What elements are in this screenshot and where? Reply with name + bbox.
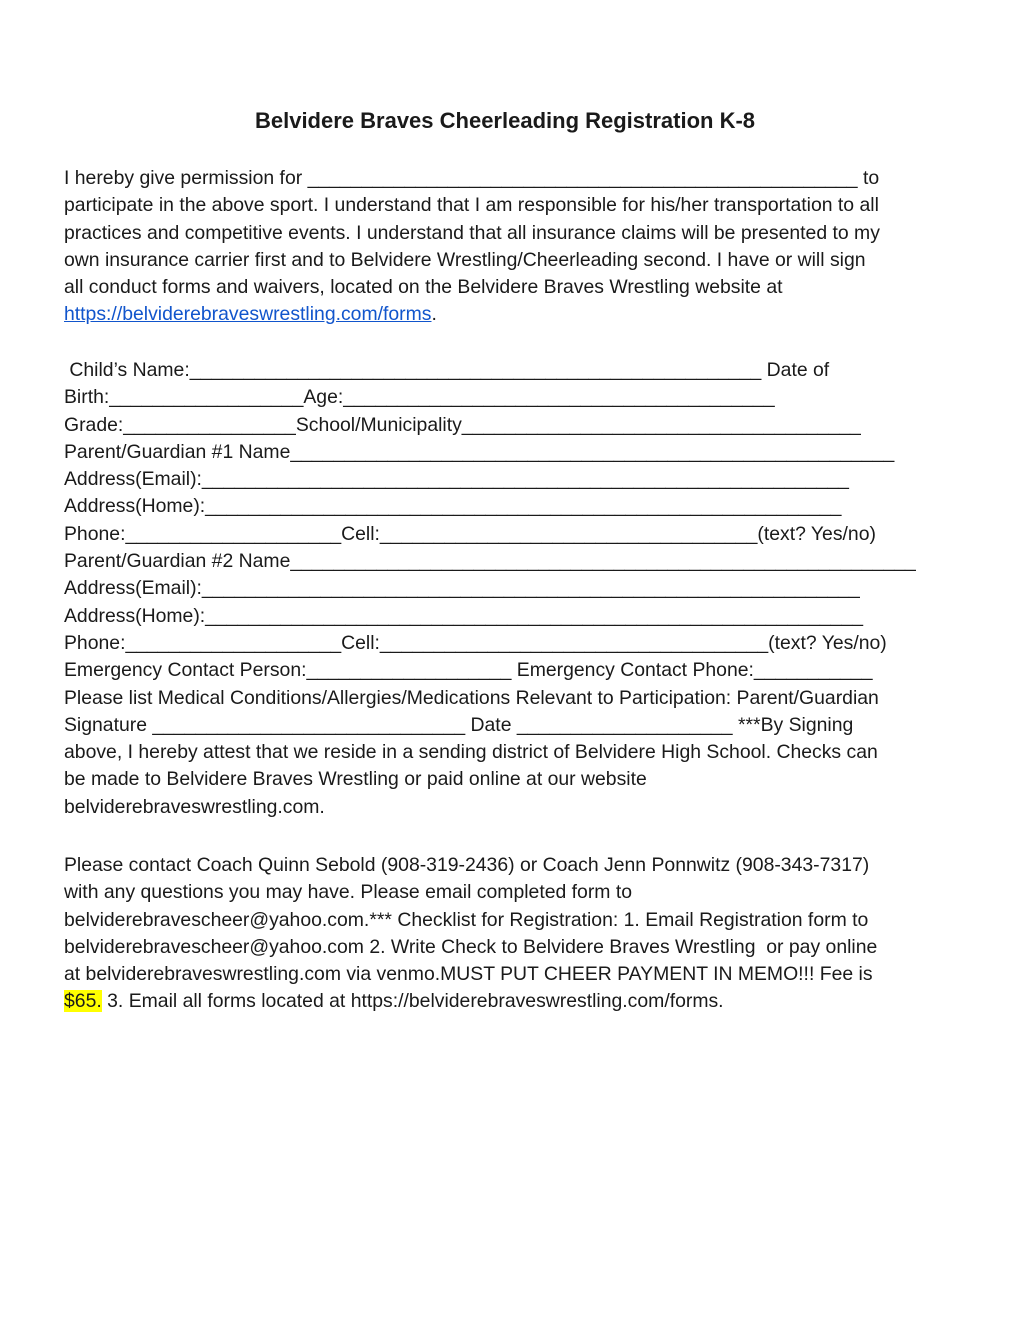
intro-line: all conduct forms and waivers, located on the Belvidere Braves Wrestling website at: [64, 276, 783, 299]
form-line: belviderebraveswrestling.com.: [64, 795, 325, 818]
contact-paragraph: [64, 852, 964, 1016]
intro-line: own insurance carrier first and to Belvidere Wrestling/Cheerleading second. I have or will sign: [64, 248, 866, 271]
document-title: Belvidere Braves Cheerleading Registration K-8: [254, 108, 756, 133]
form-line: Emergency Contact Person:___________________ Emergency Contact Phone:___________: [64, 659, 873, 682]
contact-line: Please contact Coach Quinn Sebold (908-319-2436) or Coach Jenn Ponnwitz (908-343-7317): [64, 854, 870, 876]
intro-paragraph: [64, 165, 964, 329]
contact-line: at belviderebraveswrestling.com via venmo.MUST PUT CHEER PAYMENT IN MEMO!!! Fee is: [64, 963, 873, 986]
intro-line: participate in the above sport. I understand that I am responsible for his/her transportation to all: [64, 194, 879, 217]
form-line: Grade:________________School/Municipality_____________________________________: [64, 413, 861, 436]
intro-line: practices and competitive events. I understand that all insurance claims will be presented to my: [64, 221, 880, 244]
form-line: Address(Email):_____________________________________________________________: [64, 577, 860, 600]
form-line: Phone:____________________Cell:___________________________________(text? Yes/no): [64, 522, 876, 545]
form-line: be made to Belvidere Braves Wrestling or paid online at our website: [64, 768, 647, 791]
form-line: Parent/Guardian #1 Name________________________________________________________: [64, 440, 895, 463]
form-line: Child’s Name:_____________________________________________________ Date of: [64, 359, 830, 381]
form-line: Signature _____________________________ Date ____________________ ***By Signing: [64, 713, 854, 736]
form-line: Birth:__________________Age:________________________________________: [64, 386, 775, 409]
form-line: Parent/Guardian #2 Name__________________________________________________________: [64, 550, 916, 573]
forms-link[interactable]: https://belviderebraveswrestling.com/forms: [64, 303, 432, 326]
contact-line: with any questions you may have. Please email completed form to: [64, 881, 632, 904]
registration-form-fields: [64, 357, 964, 821]
intro-line: I hereby give permission for ___________________________________________________ to: [64, 167, 880, 189]
form-line: Please list Medical Conditions/Allergies/Medications Relevant to Participation: Parent/Guardian: [64, 686, 879, 709]
contact-line: belviderebravescheer@yahoo.com 2. Write Check to Belvidere Braves Wrestling or pay online: [64, 935, 878, 958]
intro-link-suffix: .: [431, 303, 437, 326]
form-line: Address(Home):___________________________________________________________: [64, 495, 842, 518]
contact-line: belviderebravescheer@yahoo.com.*** Checklist for Registration: 1. Email Registration form to: [64, 908, 869, 931]
form-line: Address(Home):_____________________________________________________________: [64, 604, 863, 627]
form-line: Address(Email):____________________________________________________________: [64, 468, 849, 491]
form-line: Phone:____________________Cell:____________________________________(text? Yes/no): [64, 631, 887, 654]
form-line: above, I hereby attest that we reside in a sending district of Belvidere High School. Checks can: [64, 741, 878, 764]
contact-line: 3. Email all forms located at https://belviderebraveswrestling.com/forms.: [101, 990, 724, 1013]
fee-highlight: $65.: [64, 990, 102, 1013]
